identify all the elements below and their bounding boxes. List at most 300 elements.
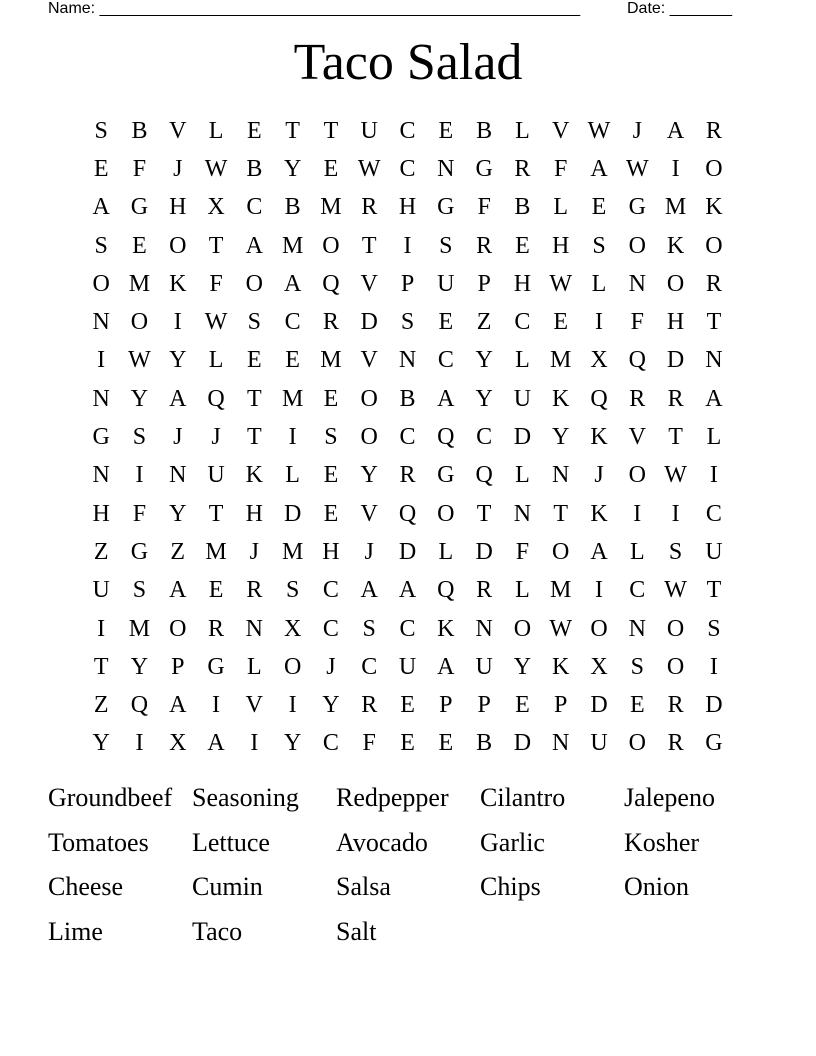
letter-grid <box>82 112 733 763</box>
grid-cell: I <box>288 692 297 719</box>
grid-cell: V <box>360 500 378 527</box>
grid-cell: I <box>212 692 221 719</box>
grid-cell: O <box>628 730 646 757</box>
grid-cell: A <box>169 692 187 719</box>
grid-cell: M <box>320 347 342 374</box>
grid-cell: B <box>514 194 531 221</box>
grid-cell: B <box>131 117 148 144</box>
grid-cell: H <box>322 538 340 565</box>
grid-cell: H <box>398 194 417 221</box>
grid-cell: S <box>132 577 147 604</box>
grid-cell: B <box>246 155 263 182</box>
grid-cell: S <box>247 309 262 336</box>
grid-cell: B <box>476 730 493 757</box>
grid-cell: T <box>247 385 262 412</box>
grid-cell: R <box>361 194 378 221</box>
grid-cell: Y <box>513 653 532 680</box>
grid-cell: V <box>552 117 570 144</box>
grid-cell: Y <box>169 347 187 374</box>
grid-cell: R <box>705 117 722 144</box>
grid-cell: J <box>594 462 604 489</box>
grid-cell: A <box>666 117 685 144</box>
grid-cell: V <box>628 424 646 451</box>
grid-cell: L <box>629 538 645 565</box>
grid-cell: Y <box>552 424 570 451</box>
grid-cell: I <box>709 653 718 680</box>
word-list-item: Cumin <box>192 872 263 901</box>
grid-cell: S <box>707 615 721 642</box>
grid-cell: K <box>552 653 570 680</box>
grid-cell: W <box>204 309 228 336</box>
grid-cell: J <box>326 653 336 680</box>
grid-cell: T <box>247 424 262 451</box>
grid-cell: S <box>94 117 108 144</box>
grid-cell: O <box>628 462 646 489</box>
grid-cell: C <box>322 730 339 757</box>
grid-cell: I <box>173 309 182 336</box>
grid-cell: G <box>437 194 455 221</box>
grid-cell: P <box>477 270 491 297</box>
grid-cell: E <box>208 577 224 604</box>
word-list-item: Cilantro <box>480 783 566 812</box>
grid-cell: G <box>628 194 646 221</box>
grid-cell: M <box>128 270 151 297</box>
grid-cell: R <box>476 577 493 604</box>
grid-cell: S <box>668 538 683 565</box>
grid-cell: M <box>281 385 304 412</box>
grid-cell: J <box>211 424 221 451</box>
grid-cell: I <box>250 730 259 757</box>
grid-cell: E <box>400 730 415 757</box>
header <box>0 0 816 20</box>
grid-cell: S <box>132 424 147 451</box>
grid-cell: T <box>706 309 722 336</box>
grid-cell: U <box>513 385 532 412</box>
grid-cell: X <box>169 730 187 757</box>
grid-cell: X <box>590 347 608 374</box>
grid-cell: Z <box>476 309 492 336</box>
grid-cell: G <box>130 194 149 221</box>
grid-cell: I <box>97 347 106 374</box>
grid-cell: F <box>554 155 568 182</box>
grid-cell: S <box>630 653 644 680</box>
grid-cell: U <box>92 577 110 604</box>
grid-cell: K <box>437 615 455 642</box>
grid-cell: N <box>628 270 646 297</box>
grid-cell: E <box>323 385 339 412</box>
grid-cell: T <box>706 577 722 604</box>
grid-cell: N <box>552 730 570 757</box>
grid-cell: X <box>207 194 225 221</box>
grid-cell: K <box>666 232 685 259</box>
grid-cell: T <box>285 117 300 144</box>
grid-cell: L <box>515 462 530 489</box>
grid-cell: S <box>400 309 415 336</box>
grid-cell: A <box>207 730 225 757</box>
grid-cell: G <box>705 730 723 757</box>
grid-cell: W <box>664 462 687 489</box>
grid-cell: T <box>668 424 683 451</box>
grid-cell: O <box>130 309 149 336</box>
grid-cell: Q <box>322 270 340 297</box>
grid-cell: R <box>399 462 416 489</box>
word-list-item: Chips <box>480 872 541 901</box>
grid-cell: C <box>476 424 493 451</box>
grid-cell: R <box>208 615 225 642</box>
page-title: Taco Salad <box>293 34 523 91</box>
grid-cell: N <box>245 615 263 642</box>
grid-cell: M <box>281 232 304 259</box>
grid-cell: D <box>705 692 723 719</box>
grid-cell: E <box>629 692 645 719</box>
grid-cell: U <box>437 270 455 297</box>
word-list-item: Tomatoes <box>48 827 149 857</box>
grid-cell: L <box>208 347 224 374</box>
grid-cell: Y <box>169 500 187 527</box>
grid-cell: E <box>400 692 415 719</box>
grid-cell: U <box>360 117 378 144</box>
grid-cell: Y <box>360 462 378 489</box>
word-list-item: Salsa <box>336 872 391 901</box>
grid-cell: O <box>666 653 685 680</box>
grid-cell: A <box>169 385 187 412</box>
grid-cell: L <box>515 117 530 144</box>
grid-cell: P <box>439 692 453 719</box>
grid-cell: V <box>169 117 187 144</box>
grid-cell: W <box>664 577 687 604</box>
grid-cell: M <box>205 538 227 565</box>
grid-cell: Y <box>283 155 302 182</box>
grid-cell: F <box>209 270 223 297</box>
word-list-item: Avocado <box>336 827 428 857</box>
grid-cell: G <box>437 462 455 489</box>
grid-cell: I <box>595 309 603 336</box>
grid-cell: N <box>705 347 723 374</box>
grid-cell: H <box>169 194 187 221</box>
grid-cell: G <box>92 424 110 451</box>
grid-cell: F <box>477 194 491 221</box>
grid-cell: O <box>705 232 723 259</box>
grid-cell: O <box>666 615 685 642</box>
grid-cell: E <box>591 194 607 221</box>
name-field: Name: ______________________________________________________ <box>48 0 581 17</box>
grid-cell: F <box>132 155 147 182</box>
grid-cell: N <box>398 347 417 374</box>
grid-cell: M <box>550 577 572 604</box>
grid-cell: Z <box>170 538 186 565</box>
grid-cell: C <box>246 194 263 221</box>
grid-cell: S <box>592 232 606 259</box>
grid-cell: O <box>666 270 685 297</box>
grid-cell: B <box>476 117 493 144</box>
word-list-item: Lettuce <box>192 827 270 857</box>
grid-cell: R <box>514 155 531 182</box>
grid-cell: Y <box>475 385 493 412</box>
grid-cell: K <box>552 385 570 412</box>
grid-cell: R <box>629 385 646 412</box>
word-list-item: Redpepper <box>336 783 449 812</box>
grid-cell: C <box>322 615 339 642</box>
grid-cell: C <box>284 309 301 336</box>
grid-cell: O <box>552 538 570 565</box>
grid-cell: I <box>403 232 412 259</box>
grid-cell: S <box>94 232 108 259</box>
grid-cell: M <box>128 615 151 642</box>
grid-cell: F <box>630 309 644 336</box>
grid-cell: S <box>362 615 376 642</box>
grid-cell: L <box>247 653 262 680</box>
grid-cell: A <box>398 577 417 604</box>
grid-cell: Y <box>475 347 493 374</box>
grid-cell: I <box>671 500 680 527</box>
grid-cell: O <box>360 424 378 451</box>
grid-cell: R <box>361 692 378 719</box>
grid-cell: E <box>247 347 262 374</box>
grid-cell: X <box>590 653 608 680</box>
grid-cell: O <box>169 232 187 259</box>
grid-cell: Y <box>283 730 302 757</box>
grid-cell: M <box>320 194 342 221</box>
grid-cell: I <box>709 462 718 489</box>
grid-cell: W <box>204 155 228 182</box>
grid-cell: O <box>513 615 532 642</box>
grid-cell: F <box>515 538 530 565</box>
grid-cell: I <box>135 730 144 757</box>
grid-cell: D <box>283 500 302 527</box>
grid-cell: Q <box>437 424 455 451</box>
grid-cell: R <box>476 232 493 259</box>
grid-cell: J <box>173 424 183 451</box>
grid-cell: E <box>93 155 109 182</box>
grid-cell: Y <box>130 653 149 680</box>
grid-cell: D <box>513 730 532 757</box>
grid-cell: U <box>705 538 723 565</box>
grid-cell: D <box>666 347 685 374</box>
grid-cell: A <box>437 653 455 680</box>
grid-cell: Q <box>437 577 455 604</box>
grid-cell: Z <box>93 538 109 565</box>
grid-cell: O <box>92 270 110 297</box>
grid-cell: E <box>438 730 454 757</box>
grid-cell: U <box>398 653 417 680</box>
grid-cell: O <box>437 500 455 527</box>
grid-cell: L <box>553 194 569 221</box>
grid-cell: W <box>625 155 649 182</box>
grid-cell: N <box>475 615 493 642</box>
grid-cell: C <box>629 577 646 604</box>
grid-cell: A <box>92 194 110 221</box>
word-list-item: Lime <box>48 916 103 946</box>
grid-cell: R <box>667 692 684 719</box>
grid-cell: T <box>208 232 224 259</box>
grid-cell: L <box>285 462 300 489</box>
grid-cell: E <box>285 347 300 374</box>
word-list-item: Groundbeef <box>48 783 173 812</box>
word-list-item: Salt <box>336 916 377 946</box>
grid-cell: D <box>513 424 532 451</box>
word-list-item: Cheese <box>48 872 124 901</box>
grid-cell: Y <box>92 730 110 757</box>
grid-cell: C <box>437 347 454 374</box>
grid-cell: Q <box>475 462 493 489</box>
grid-cell: H <box>92 500 110 527</box>
grid-cell: C <box>399 155 416 182</box>
grid-cell: L <box>515 577 530 604</box>
grid-cell: I <box>288 424 297 451</box>
word-list-item: Jalepeno <box>624 783 715 812</box>
word-list-item: Kosher <box>624 827 700 857</box>
grid-cell: A <box>590 538 608 565</box>
grid-cell: S <box>285 577 300 604</box>
grid-cell: C <box>361 653 378 680</box>
grid-cell: G <box>475 155 493 182</box>
grid-cell: D <box>398 538 417 565</box>
grid-cell: F <box>132 500 147 527</box>
grid-cell: L <box>438 538 454 565</box>
grid-cell: A <box>245 232 263 259</box>
grid-cell: W <box>549 270 573 297</box>
grid-cell: A <box>169 577 187 604</box>
grid-cell: I <box>595 577 603 604</box>
grid-cell: C <box>705 500 722 527</box>
grid-cell: N <box>628 615 646 642</box>
grid-cell: G <box>207 653 225 680</box>
grid-cell: Y <box>130 385 149 412</box>
grid-cell: E <box>438 309 454 336</box>
grid-cell: V <box>360 270 378 297</box>
grid-cell: O <box>245 270 263 297</box>
grid-cell: Q <box>628 347 646 374</box>
grid-cell: O <box>322 232 340 259</box>
grid-cell: Q <box>130 692 149 719</box>
grid-cell: C <box>399 117 416 144</box>
grid-cell: R <box>705 270 722 297</box>
grid-cell: A <box>705 385 723 412</box>
grid-cell: H <box>552 232 570 259</box>
grid-cell: K <box>169 270 187 297</box>
grid-cell: N <box>169 462 187 489</box>
grid-cell: R <box>667 385 684 412</box>
grid-cell: E <box>247 117 262 144</box>
grid-cell: M <box>664 194 687 221</box>
word-list-item: Taco <box>192 916 243 946</box>
grid-cell: P <box>477 692 491 719</box>
grid-cell: T <box>553 500 569 527</box>
grid-cell: T <box>93 653 109 680</box>
grid-cell: O <box>360 385 378 412</box>
grid-cell: D <box>475 538 493 565</box>
grid-cell: D <box>590 692 608 719</box>
grid-cell: I <box>135 462 144 489</box>
grid-cell: B <box>399 385 416 412</box>
grid-cell: U <box>207 462 225 489</box>
grid-cell: A <box>590 155 608 182</box>
grid-cell: H <box>513 270 532 297</box>
grid-cell: C <box>322 577 339 604</box>
grid-cell: J <box>249 538 259 565</box>
grid-cell: N <box>92 385 110 412</box>
grid-cell: E <box>323 155 339 182</box>
grid-cell: M <box>281 538 304 565</box>
grid-cell: E <box>323 500 339 527</box>
grid-cell: F <box>362 730 376 757</box>
grid-cell: I <box>97 615 106 642</box>
grid-cell: T <box>476 500 492 527</box>
grid-cell: E <box>323 462 339 489</box>
grid-cell: I <box>671 155 680 182</box>
grid-cell: N <box>92 462 110 489</box>
word-list <box>48 778 768 956</box>
word-list-item: Seasoning <box>192 783 299 812</box>
grid-cell: J <box>173 155 183 182</box>
grid-cell: A <box>283 270 302 297</box>
grid-cell: R <box>667 730 684 757</box>
grid-cell: T <box>361 232 377 259</box>
grid-cell: P <box>171 653 185 680</box>
grid-cell: N <box>92 309 110 336</box>
grid-cell: O <box>590 615 608 642</box>
grid-cell: W <box>357 155 381 182</box>
grid-cell: E <box>515 692 530 719</box>
grid-cell: N <box>552 462 570 489</box>
grid-cell: C <box>399 424 416 451</box>
grid-cell: W <box>549 615 573 642</box>
grid-cell: U <box>475 653 493 680</box>
grid-cell: M <box>550 347 572 374</box>
grid-cell: E <box>438 117 454 144</box>
grid-cell: W <box>128 347 151 374</box>
grid-cell: R <box>246 577 263 604</box>
grid-cell: U <box>590 730 608 757</box>
grid-cell: P <box>554 692 568 719</box>
date-field: Date: _______ <box>627 0 732 17</box>
grid-cell: A <box>437 385 455 412</box>
grid-cell: J <box>364 538 374 565</box>
grid-cell: N <box>513 500 532 527</box>
grid-cell: S <box>324 424 338 451</box>
word-list-item: Garlic <box>480 827 545 857</box>
grid-cell: J <box>632 117 642 144</box>
grid-cell: Q <box>207 385 225 412</box>
grid-cell: R <box>322 309 339 336</box>
grid-cell: T <box>323 117 339 144</box>
grid-cell: L <box>706 424 722 451</box>
grid-cell: K <box>590 424 608 451</box>
word-list-item: Onion <box>624 872 689 901</box>
grid-cell: Z <box>93 692 109 719</box>
grid-cell: O <box>169 615 187 642</box>
grid-cell: X <box>283 615 302 642</box>
grid-cell: O <box>628 232 646 259</box>
grid-cell: K <box>245 462 263 489</box>
grid-cell: G <box>130 538 149 565</box>
grid-cell: L <box>591 270 607 297</box>
grid-cell: K <box>705 194 723 221</box>
grid-cell: N <box>437 155 455 182</box>
grid-cell: E <box>132 232 147 259</box>
grid-cell: T <box>208 500 224 527</box>
grid-cell: L <box>515 347 530 374</box>
grid-cell: V <box>245 692 263 719</box>
grid-cell: K <box>590 500 608 527</box>
grid-cell: H <box>245 500 263 527</box>
grid-cell: E <box>553 309 569 336</box>
grid-cell: O <box>705 155 723 182</box>
grid-cell: O <box>283 653 302 680</box>
grid-cell: E <box>515 232 530 259</box>
grid-cell: Q <box>590 385 608 412</box>
grid-cell: V <box>360 347 378 374</box>
